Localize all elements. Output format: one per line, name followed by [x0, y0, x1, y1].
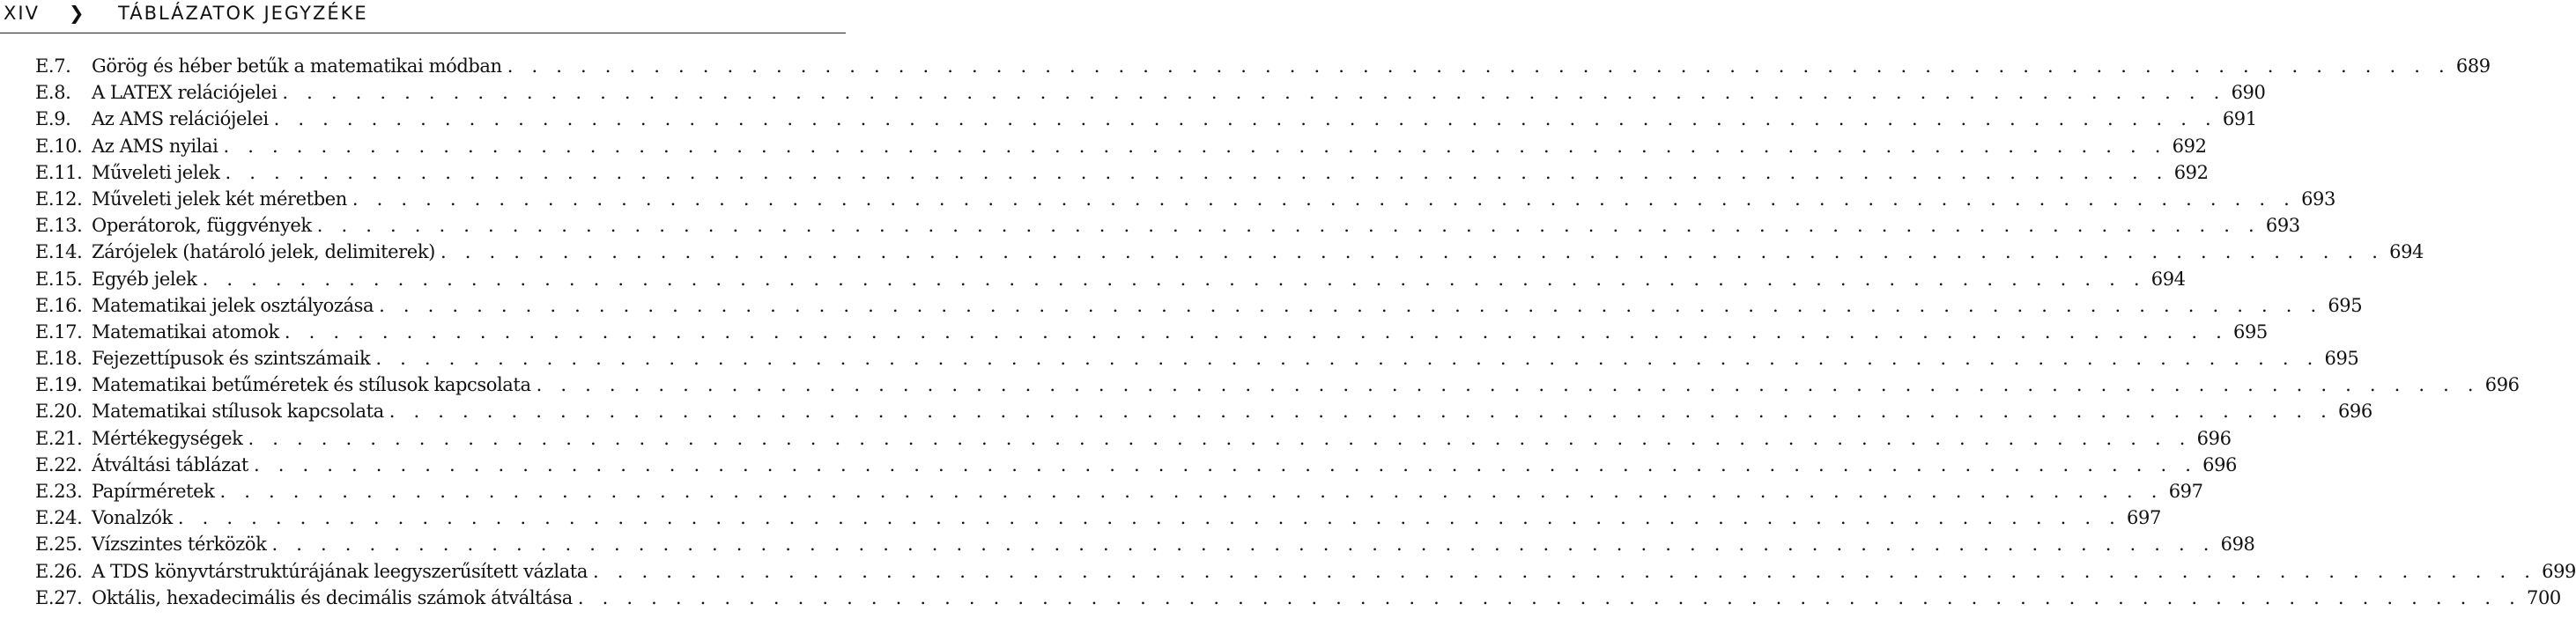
entry-number: E.23.	[35, 481, 83, 502]
dot-leader: . . . . . . . . . . . . . . . . . . . . . . . . . . . . . . . . . . . . . . . . . . . . . . . . . . . . . . . . . . . . . . . . . . . . . . . . . . . . . . . .	[282, 82, 2226, 104]
running-title: TÁBLÁZATOK JEGYZÉKE	[118, 3, 368, 24]
entry-page-number: 697	[2168, 481, 2203, 502]
entry-title: Matematikai stílusok kapcsolata	[92, 401, 384, 423]
entry-page-number: 697	[2127, 507, 2161, 529]
entry-number: E.22.	[35, 453, 83, 475]
entry-page-number: 693	[2265, 215, 2300, 237]
toc-entry[interactable]	[35, 585, 2561, 611]
dot-leader: . . . . . . . . . . . . . . . . . . . . . . . . . . . . . . . . . . . . . . . . . . . . . . . . . . . . . . . . . . . . . . . . . . . . . . . . . . . . . . . .	[577, 586, 2521, 608]
entry-page-number: 696	[2484, 374, 2520, 396]
entry-page-number: 696	[2196, 427, 2232, 449]
entry-number: E.25.	[35, 534, 83, 556]
entry-number: E.19.	[35, 374, 83, 396]
toc-entry[interactable]	[35, 478, 2203, 504]
dot-leader: . . . . . . . . . . . . . . . . . . . . . . . . . . . . . . . . . . . . . . . . . . . . . . . . . . . . . . . . . . . . . . . . . . . . . . . . . . . . . . . .	[352, 188, 2297, 210]
toc-entry[interactable]	[35, 266, 2186, 292]
entry-page-number: 695	[2328, 294, 2363, 316]
dot-leader: . . . . . . . . . . . . . . . . . . . . . . . . . . . . . . . . . . . . . . . . . . . . . . . . . . . . . . . . . . . . . . . . . . . . . . . . . . . . . . . .	[375, 348, 2320, 370]
dot-leader: . . . . . . . . . . . . . . . . . . . . . . . . . . . . . . . . . . . . . . . . . . . . . . . . . . . . . . . . . . . . . . . . . . . . . . . . . . . . . . . .	[223, 135, 2167, 157]
entry-title: Egyéb jelek	[92, 268, 197, 290]
entry-page-number: 691	[2222, 108, 2257, 130]
dot-leader: . . . . . . . . . . . . . . . . . . . . . . . . . . . . . . . . . . . . . . . . . . . . . . . . . . . . . . . . . . . . . . . . . . . . . . . . . . . . . . . .	[271, 534, 2216, 556]
page-number: XIV	[4, 3, 40, 24]
entry-page-number: 696	[2337, 401, 2372, 423]
toc-entry[interactable]	[35, 159, 2209, 186]
entry-number: E.13.	[35, 215, 83, 237]
toc-entry[interactable]	[35, 558, 2576, 585]
entry-page-number: 694	[2150, 268, 2186, 290]
table-of-contents	[35, 53, 2576, 611]
chevron-right-icon: ❯	[69, 3, 85, 24]
dot-leader: . . . . . . . . . . . . . . . . . . . . . . . . . . . . . . . . . . . . . . . . . . . . . . . . . . . . . . . . . . . . . . . . . . . . . . . . . . . . . . . .	[536, 374, 2480, 396]
dot-leader: . . . . . . . . . . . . . . . . . . . . . . . . . . . . . . . . . . . . . . . . . . . . . . . . . . . . . . . . . . . . . . . . . . . . . . . . . . . . . . . .	[253, 453, 2198, 475]
entry-title: Műveleti jelek két méretben	[92, 188, 347, 210]
entry-number: E.10.	[35, 135, 83, 157]
entry-title: A TDS könyvtárstruktúrájának leegyszerűsített vázlata	[92, 560, 588, 582]
toc-entry[interactable]	[35, 106, 2257, 132]
dot-leader: . . . . . . . . . . . . . . . . . . . . . . . . . . . . . . . . . . . . . . . . . . . . . . . . . . . . . . . . . . . . . . . . . . . . . . . . . . . . . . . .	[225, 161, 2169, 183]
entry-page-number: 690	[2231, 82, 2266, 104]
toc-entry[interactable]	[35, 79, 2266, 106]
dot-leader: . . . . . . . . . . . . . . . . . . . . . . . . . . . . . . . . . . . . . . . . . . . . . . . . . . . . . . . . . . . . . . . . . . . . . . . . . . . . . . . .	[389, 401, 2333, 423]
toc-entry[interactable]	[35, 319, 2268, 345]
entry-title: A LATEX relációjelei	[92, 82, 278, 104]
entry-page-number: 689	[2455, 55, 2491, 77]
entry-number: E.7.	[35, 55, 71, 77]
entry-title: Vízszintes térközök	[92, 534, 267, 556]
entry-title: Vonalzók	[92, 507, 173, 529]
toc-entry[interactable]	[35, 504, 2161, 531]
entry-page-number: 699	[2542, 560, 2576, 582]
entry-page-number: 696	[2202, 453, 2237, 475]
dot-leader: . . . . . . . . . . . . . . . . . . . . . . . . . . . . . . . . . . . . . . . . . . . . . . . . . . . . . . . . . . . . . . . . . . . . . . . . . . . . . . . .	[248, 427, 2192, 449]
toc-entry[interactable]	[35, 398, 2372, 424]
toc-entry[interactable]	[35, 186, 2335, 212]
toc-entry[interactable]	[35, 345, 2359, 372]
entry-number: E.18.	[35, 348, 83, 370]
dot-leader: . . . . . . . . . . . . . . . . . . . . . . . . . . . . . . . . . . . . . . . . . . . . . . . . . . . . . . . . . . . . . . . . . . . . . . . . . . . . . . . .	[379, 294, 2323, 316]
dot-leader: . . . . . . . . . . . . . . . . . . . . . . . . . . . . . . . . . . . . . . . . . . . . . . . . . . . . . . . . . . . . . . . . . . . . . . . . . . . . . . . .	[507, 55, 2451, 77]
entry-title: Műveleti jelek	[92, 161, 220, 183]
toc-entry[interactable]	[35, 452, 2237, 478]
toc-entry[interactable]	[35, 531, 2255, 557]
entry-title: Matematikai atomok	[92, 320, 279, 342]
toc-entry[interactable]	[35, 133, 2207, 159]
entry-page-number: 692	[2172, 135, 2207, 157]
entry-number: E.12.	[35, 188, 83, 210]
dot-leader: . . . . . . . . . . . . . . . . . . . . . . . . . . . . . . . . . . . . . . . . . . . . . . . . . . . . . . . . . . . . . . . . . . . . . . . . . . . . . . . .	[592, 560, 2537, 582]
toc-entry[interactable]	[35, 425, 2232, 452]
entry-number: E.24.	[35, 507, 83, 529]
dot-leader: . . . . . . . . . . . . . . . . . . . . . . . . . . . . . . . . . . . . . . . . . . . . . . . . . . . . . . . . . . . . . . . . . . . . . . . . . . . . . . . .	[219, 481, 2164, 502]
entry-number: E.16.	[35, 294, 83, 316]
entry-number: E.26.	[35, 560, 83, 582]
entry-title: Mértékegységek	[92, 427, 243, 449]
dot-leader: . . . . . . . . . . . . . . . . . . . . . . . . . . . . . . . . . . . . . . . . . . . . . . . . . . . . . . . . . . . . . . . . . . . . . . . . . . . . . . . .	[177, 507, 2122, 529]
entry-title: Matematikai jelek osztályozása	[92, 294, 374, 316]
entry-number: E.14.	[35, 241, 83, 263]
entry-number: E.21.	[35, 427, 83, 449]
running-header	[0, 0, 846, 33]
entry-number: E.8.	[35, 82, 71, 104]
toc-entry[interactable]	[35, 372, 2520, 398]
dot-leader: . . . . . . . . . . . . . . . . . . . . . . . . . . . . . . . . . . . . . . . . . . . . . . . . . . . . . . . . . . . . . . . . . . . . . . . . . . . . . . . .	[284, 320, 2228, 342]
entry-number: E.17.	[35, 320, 83, 342]
entry-page-number: 698	[2220, 534, 2255, 556]
entry-number: E.15.	[35, 268, 83, 290]
entry-number: E.11.	[35, 161, 83, 183]
toc-entry[interactable]	[35, 212, 2300, 239]
dot-leader: . . . . . . . . . . . . . . . . . . . . . . . . . . . . . . . . . . . . . . . . . . . . . . . . . . . . . . . . . . . . . . . . . . . . . . . . . . . . . . . .	[440, 241, 2385, 263]
toc-entry[interactable]	[35, 292, 2363, 319]
entry-title: Átváltási táblázat	[92, 453, 248, 475]
entry-title: Az AMS relációjelei	[92, 108, 269, 130]
entry-page-number: 695	[2232, 320, 2268, 342]
dot-leader: . . . . . . . . . . . . . . . . . . . . . . . . . . . . . . . . . . . . . . . . . . . . . . . . . . . . . . . . . . . . . . . . . . . . . . . . . . . . . . . .	[202, 268, 2146, 290]
entry-title: Fejezettípusok és szintszámaik	[92, 348, 371, 370]
entry-title: Az AMS nyilai	[92, 135, 218, 157]
entry-title: Oktális, hexadecimális és decimális számok átváltása	[92, 586, 573, 608]
entry-number: E.27.	[35, 586, 83, 608]
entry-title: Zárójelek (határoló jelek, delimiterek)	[92, 241, 435, 263]
dot-leader: . . . . . . . . . . . . . . . . . . . . . . . . . . . . . . . . . . . . . . . . . . . . . . . . . . . . . . . . . . . . . . . . . . . . . . . . . . . . . . . .	[273, 108, 2217, 130]
dot-leader: . . . . . . . . . . . . . . . . . . . . . . . . . . . . . . . . . . . . . . . . . . . . . . . . . . . . . . . . . . . . . . . . . . . . . . . . . . . . . . . .	[316, 215, 2261, 237]
entry-title: Görög és héber betűk a matematikai módban	[92, 55, 502, 77]
entry-page-number: 693	[2301, 188, 2335, 210]
entry-page-number: 692	[2173, 161, 2209, 183]
entry-title: Operátorok, függvények	[92, 215, 312, 237]
entry-page-number: 700	[2527, 586, 2561, 608]
entry-number: E.9.	[35, 108, 71, 130]
entry-page-number: 695	[2324, 348, 2359, 370]
toc-entry[interactable]	[35, 53, 2491, 79]
entry-page-number: 694	[2389, 241, 2424, 263]
entry-title: Matematikai betűméretek és stílusok kapcsolata	[92, 374, 531, 396]
toc-entry[interactable]	[35, 239, 2424, 265]
entry-number: E.20.	[35, 401, 83, 423]
entry-title: Papírméretek	[92, 481, 215, 502]
